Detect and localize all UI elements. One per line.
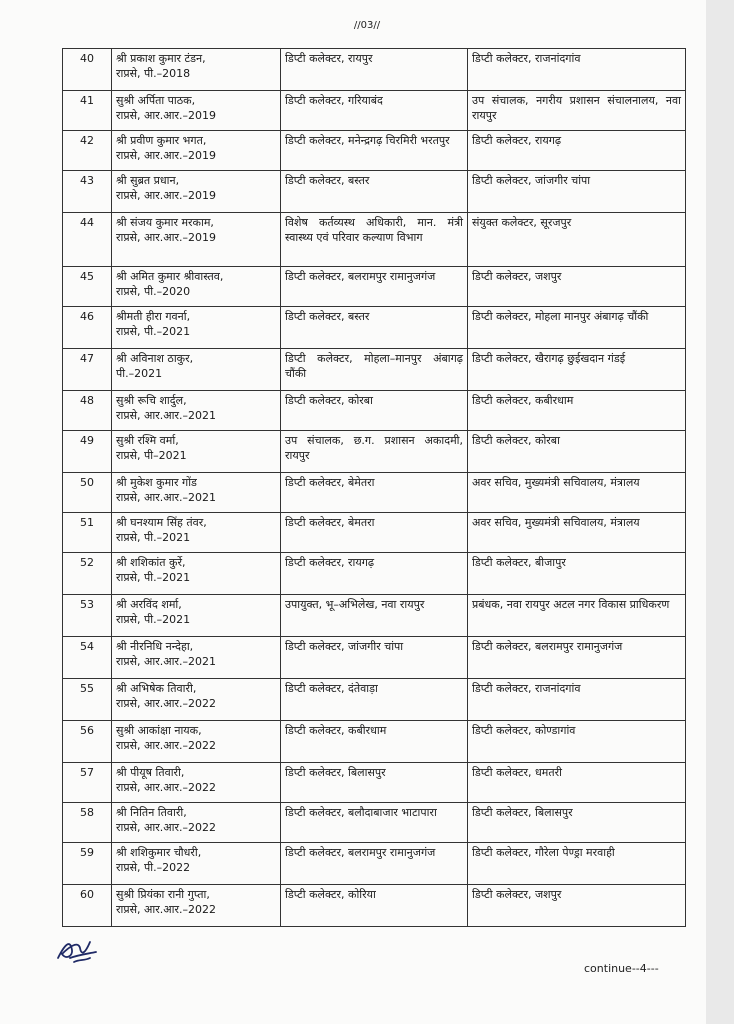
new-posting: डिप्टी कलेक्टर, राजनांदगांव xyxy=(468,49,686,91)
transfer-table-body xyxy=(63,49,686,927)
table-row xyxy=(63,885,686,927)
officer-name-cell xyxy=(112,349,281,391)
officer-service-batch: राप्रसे, पी.–2021 xyxy=(116,325,191,338)
table-row xyxy=(63,513,686,553)
officer-service-batch: राप्रसे, आर.आर.–2021 xyxy=(116,491,217,504)
current-posting: डिप्टी कलेक्टर, गरियाबंद xyxy=(281,91,468,131)
current-posting: डिप्टी कलेक्टर, जांजगीर चांपा xyxy=(281,637,468,679)
officer-name-cell xyxy=(112,213,281,267)
officer-service-batch: राप्रसे, आर.आर.–2022 xyxy=(116,697,217,710)
serial-number: 47 xyxy=(63,349,112,391)
new-posting: डिप्टी कलेक्टर, रायगढ़ xyxy=(468,131,686,171)
signature-icon xyxy=(54,928,100,966)
officer-name-cell xyxy=(112,391,281,431)
table-row xyxy=(63,267,686,307)
current-posting: डिप्टी कलेक्टर, कोरबा xyxy=(281,391,468,431)
new-posting: डिप्टी कलेक्टर, खैरागढ़ छुईखदान गंडई xyxy=(468,349,686,391)
current-posting: डिप्टी कलेक्टर, मनेन्द्रगढ़ चिरमिरी भरतपुर xyxy=(281,131,468,171)
table-row xyxy=(63,721,686,763)
officer-service-batch: राप्रसे, आर.आर.–2022 xyxy=(116,821,217,834)
officer-name-cell xyxy=(112,679,281,721)
serial-number: 49 xyxy=(63,431,112,473)
officer-name-cell xyxy=(112,91,281,131)
serial-number: 52 xyxy=(63,553,112,595)
current-posting: डिप्टी कलेक्टर, कबीरधाम xyxy=(281,721,468,763)
current-posting: डिप्टी कलेक्टर, बलरामपुर रामानुजगंज xyxy=(281,267,468,307)
table-row xyxy=(63,473,686,513)
current-posting: डिप्टी कलेक्टर, बेमतरा xyxy=(281,513,468,553)
officer-name: श्री शशिकांत कुर्रे, xyxy=(116,556,186,569)
new-posting: डिप्टी कलेक्टर, कबीरधाम xyxy=(468,391,686,431)
new-posting: उप संचालक, नगरीय प्रशासन संचालनालय, नवा रायपुर xyxy=(468,91,686,131)
officer-name-cell xyxy=(112,803,281,843)
officer-name-cell xyxy=(112,763,281,803)
current-posting: डिप्टी कलेक्टर, बलौदाबाजार भाटापारा xyxy=(281,803,468,843)
table-row xyxy=(63,349,686,391)
new-posting: डिप्टी कलेक्टर, जांजगीर चांपा xyxy=(468,171,686,213)
serial-number: 46 xyxy=(63,307,112,349)
serial-number: 60 xyxy=(63,885,112,927)
officer-name: सुश्री प्रियंका रानी गुप्ता, xyxy=(116,888,210,901)
serial-number: 55 xyxy=(63,679,112,721)
new-posting: डिप्टी कलेक्टर, गौरेला पेण्ड्रा मरवाही xyxy=(468,843,686,885)
current-posting: डिप्टी कलेक्टर, बस्तर xyxy=(281,307,468,349)
officer-name: श्री अविनाश ठाकुर, xyxy=(116,352,194,365)
officer-name-cell xyxy=(112,171,281,213)
officer-name-cell xyxy=(112,513,281,553)
new-posting: डिप्टी कलेक्टर, जशपुर xyxy=(468,267,686,307)
current-posting: उप संचालक, छ.ग. प्रशासन अकादमी, रायपुर xyxy=(281,431,468,473)
new-posting: डिप्टी कलेक्टर, कोण्डागांव xyxy=(468,721,686,763)
table-row xyxy=(63,307,686,349)
serial-number: 53 xyxy=(63,595,112,637)
officer-service-batch: राप्रसे, पी.–2018 xyxy=(116,67,191,80)
table-row xyxy=(63,595,686,637)
officer-name: सुश्री रूचि शार्दुल, xyxy=(116,394,187,407)
officer-name: श्री अभिषेक तिवारी, xyxy=(116,682,197,695)
table-row xyxy=(63,553,686,595)
serial-number: 54 xyxy=(63,637,112,679)
new-posting: डिप्टी कलेक्टर, जशपुर xyxy=(468,885,686,927)
officer-name: श्री अमित कुमार श्रीवास्तव, xyxy=(116,270,224,283)
serial-number: 45 xyxy=(63,267,112,307)
new-posting: डिप्टी कलेक्टर, मोहला मानपुर अंबागढ़ चौंकी xyxy=(468,307,686,349)
serial-number: 44 xyxy=(63,213,112,267)
serial-number: 40 xyxy=(63,49,112,91)
current-posting: डिप्टी कलेक्टर, कोरिया xyxy=(281,885,468,927)
table-row xyxy=(63,171,686,213)
page-number: //03// xyxy=(353,20,381,31)
serial-number: 56 xyxy=(63,721,112,763)
current-posting: विशेष कर्तव्यस्थ अधिकारी, मान. मंत्री स्वास्थ्य एवं परिवार कल्याण विभाग xyxy=(281,213,468,267)
new-posting: डिप्टी कलेक्टर, बीजापुर xyxy=(468,553,686,595)
table-row xyxy=(63,763,686,803)
officer-service-batch: राप्रसे, आर.आर.–2019 xyxy=(116,109,217,122)
officer-name: श्री घनश्याम सिंह तंवर, xyxy=(116,516,207,529)
table-row xyxy=(63,213,686,267)
officer-service-batch: राप्रसे, पी.–2021 xyxy=(116,613,191,626)
officer-service-batch: राप्रसे, पी–2021 xyxy=(116,449,187,462)
officer-name-cell xyxy=(112,595,281,637)
serial-number: 48 xyxy=(63,391,112,431)
officer-name-cell xyxy=(112,721,281,763)
serial-number: 59 xyxy=(63,843,112,885)
transfer-table xyxy=(62,48,686,927)
current-posting: डिप्टी कलेक्टर, मोहला–मानपुर अंबागढ़ चौंकी xyxy=(281,349,468,391)
officer-name-cell xyxy=(112,431,281,473)
new-posting: संयुक्त कलेक्टर, सूरजपुर xyxy=(468,213,686,267)
serial-number: 42 xyxy=(63,131,112,171)
officer-service-batch: राप्रसे, पी.–2021 xyxy=(116,571,191,584)
serial-number: 50 xyxy=(63,473,112,513)
current-posting: डिप्टी कलेक्टर, बस्तर xyxy=(281,171,468,213)
table-row xyxy=(63,679,686,721)
new-posting: डिप्टी कलेक्टर, बिलासपुर xyxy=(468,803,686,843)
officer-name-cell xyxy=(112,843,281,885)
officer-service-batch: राप्रसे, आर.आर.–2022 xyxy=(116,781,217,794)
table-row xyxy=(63,391,686,431)
officer-service-batch: राप्रसे, पी.–2020 xyxy=(116,285,191,298)
officer-service-batch: राप्रसे, पी.–2021 xyxy=(116,531,191,544)
current-posting: उपायुक्त, भू–अभिलेख, नवा रायपुर xyxy=(281,595,468,637)
officer-name-cell xyxy=(112,307,281,349)
new-posting: डिप्टी कलेक्टर, धमतरी xyxy=(468,763,686,803)
serial-number: 57 xyxy=(63,763,112,803)
officer-name: सुश्री आकांक्षा नायक, xyxy=(116,724,202,737)
officer-name: श्री सुब्रत प्रधान, xyxy=(116,174,180,187)
current-posting: डिप्टी कलेक्टर, रायपुर xyxy=(281,49,468,91)
officer-service-batch: राप्रसे, आर.आर.–2019 xyxy=(116,149,217,162)
current-posting: डिप्टी कलेक्टर, बलरामपुर रामानुजगंज xyxy=(281,843,468,885)
table-row xyxy=(63,803,686,843)
officer-name-cell xyxy=(112,885,281,927)
current-posting: डिप्टी कलेक्टर, रायगढ़ xyxy=(281,553,468,595)
table-row xyxy=(63,843,686,885)
new-posting: डिप्टी कलेक्टर, बलरामपुर रामानुजगंज xyxy=(468,637,686,679)
officer-name: श्री प्रकाश कुमार टंडन, xyxy=(116,52,206,65)
officer-name: श्री मुकेश कुमार गोंड xyxy=(116,476,197,489)
officer-name: श्री संजय कुमार मरकाम, xyxy=(116,216,214,229)
officer-name: श्री नितिन तिवारी, xyxy=(116,806,187,819)
officer-name: सुश्री अर्पिता पाठक, xyxy=(116,94,196,107)
officer-service-batch: राप्रसे, आर.आर.–2021 xyxy=(116,409,217,422)
new-posting: डिप्टी कलेक्टर, राजनांदगांव xyxy=(468,679,686,721)
officer-service-batch: राप्रसे, आर.आर.–2019 xyxy=(116,231,217,244)
current-posting: डिप्टी कलेक्टर, दंतेवाड़ा xyxy=(281,679,468,721)
serial-number: 43 xyxy=(63,171,112,213)
officer-name: श्री प्रवीण कुमार भगत, xyxy=(116,134,207,147)
table-row xyxy=(63,637,686,679)
serial-number: 41 xyxy=(63,91,112,131)
table-row xyxy=(63,431,686,473)
new-posting: अवर सचिव, मुख्यमंत्री सचिवालय, मंत्रालय xyxy=(468,513,686,553)
current-posting: डिप्टी कलेक्टर, बिलासपुर xyxy=(281,763,468,803)
continue-note: continue--4--- xyxy=(584,962,659,975)
officer-service-batch: राप्रसे, पी.–2022 xyxy=(116,861,191,874)
officer-name: श्री पीयूष तिवारी, xyxy=(116,766,185,779)
officer-name-cell xyxy=(112,473,281,513)
current-posting: डिप्टी कलेक्टर, बेमेतरा xyxy=(281,473,468,513)
officer-name: श्री अरविंद शर्मा, xyxy=(116,598,182,611)
officer-service-batch: राप्रसे, आर.आर.–2019 xyxy=(116,189,217,202)
table-row xyxy=(63,131,686,171)
officer-name-cell xyxy=(112,553,281,595)
officer-name: श्री शशिकुमार चौधरी, xyxy=(116,846,202,859)
officer-name-cell xyxy=(112,49,281,91)
officer-name: श्रीमती हीरा गवर्ना, xyxy=(116,310,191,323)
new-posting: प्रबंधक, नवा रायपुर अटल नगर विकास प्राधिकरण xyxy=(468,595,686,637)
table-row xyxy=(63,49,686,91)
officer-service-batch: पी.–2021 xyxy=(116,367,163,380)
officer-name: श्री नीरनिधि नन्देहा, xyxy=(116,640,194,653)
new-posting: डिप्टी कलेक्टर, कोरबा xyxy=(468,431,686,473)
serial-number: 58 xyxy=(63,803,112,843)
officer-name: सुश्री रश्मि वर्मा, xyxy=(116,434,179,447)
new-posting: अवर सचिव, मुख्यमंत्री सचिवालय, मंत्रालय xyxy=(468,473,686,513)
officer-service-batch: राप्रसे, आर.आर.–2022 xyxy=(116,903,217,916)
officer-service-batch: राप्रसे, आर.आर.–2021 xyxy=(116,655,217,668)
serial-number: 51 xyxy=(63,513,112,553)
table-row xyxy=(63,91,686,131)
officer-name-cell xyxy=(112,267,281,307)
officer-name-cell xyxy=(112,131,281,171)
officer-name-cell xyxy=(112,637,281,679)
officer-service-batch: राप्रसे, आर.आर.–2022 xyxy=(116,739,217,752)
